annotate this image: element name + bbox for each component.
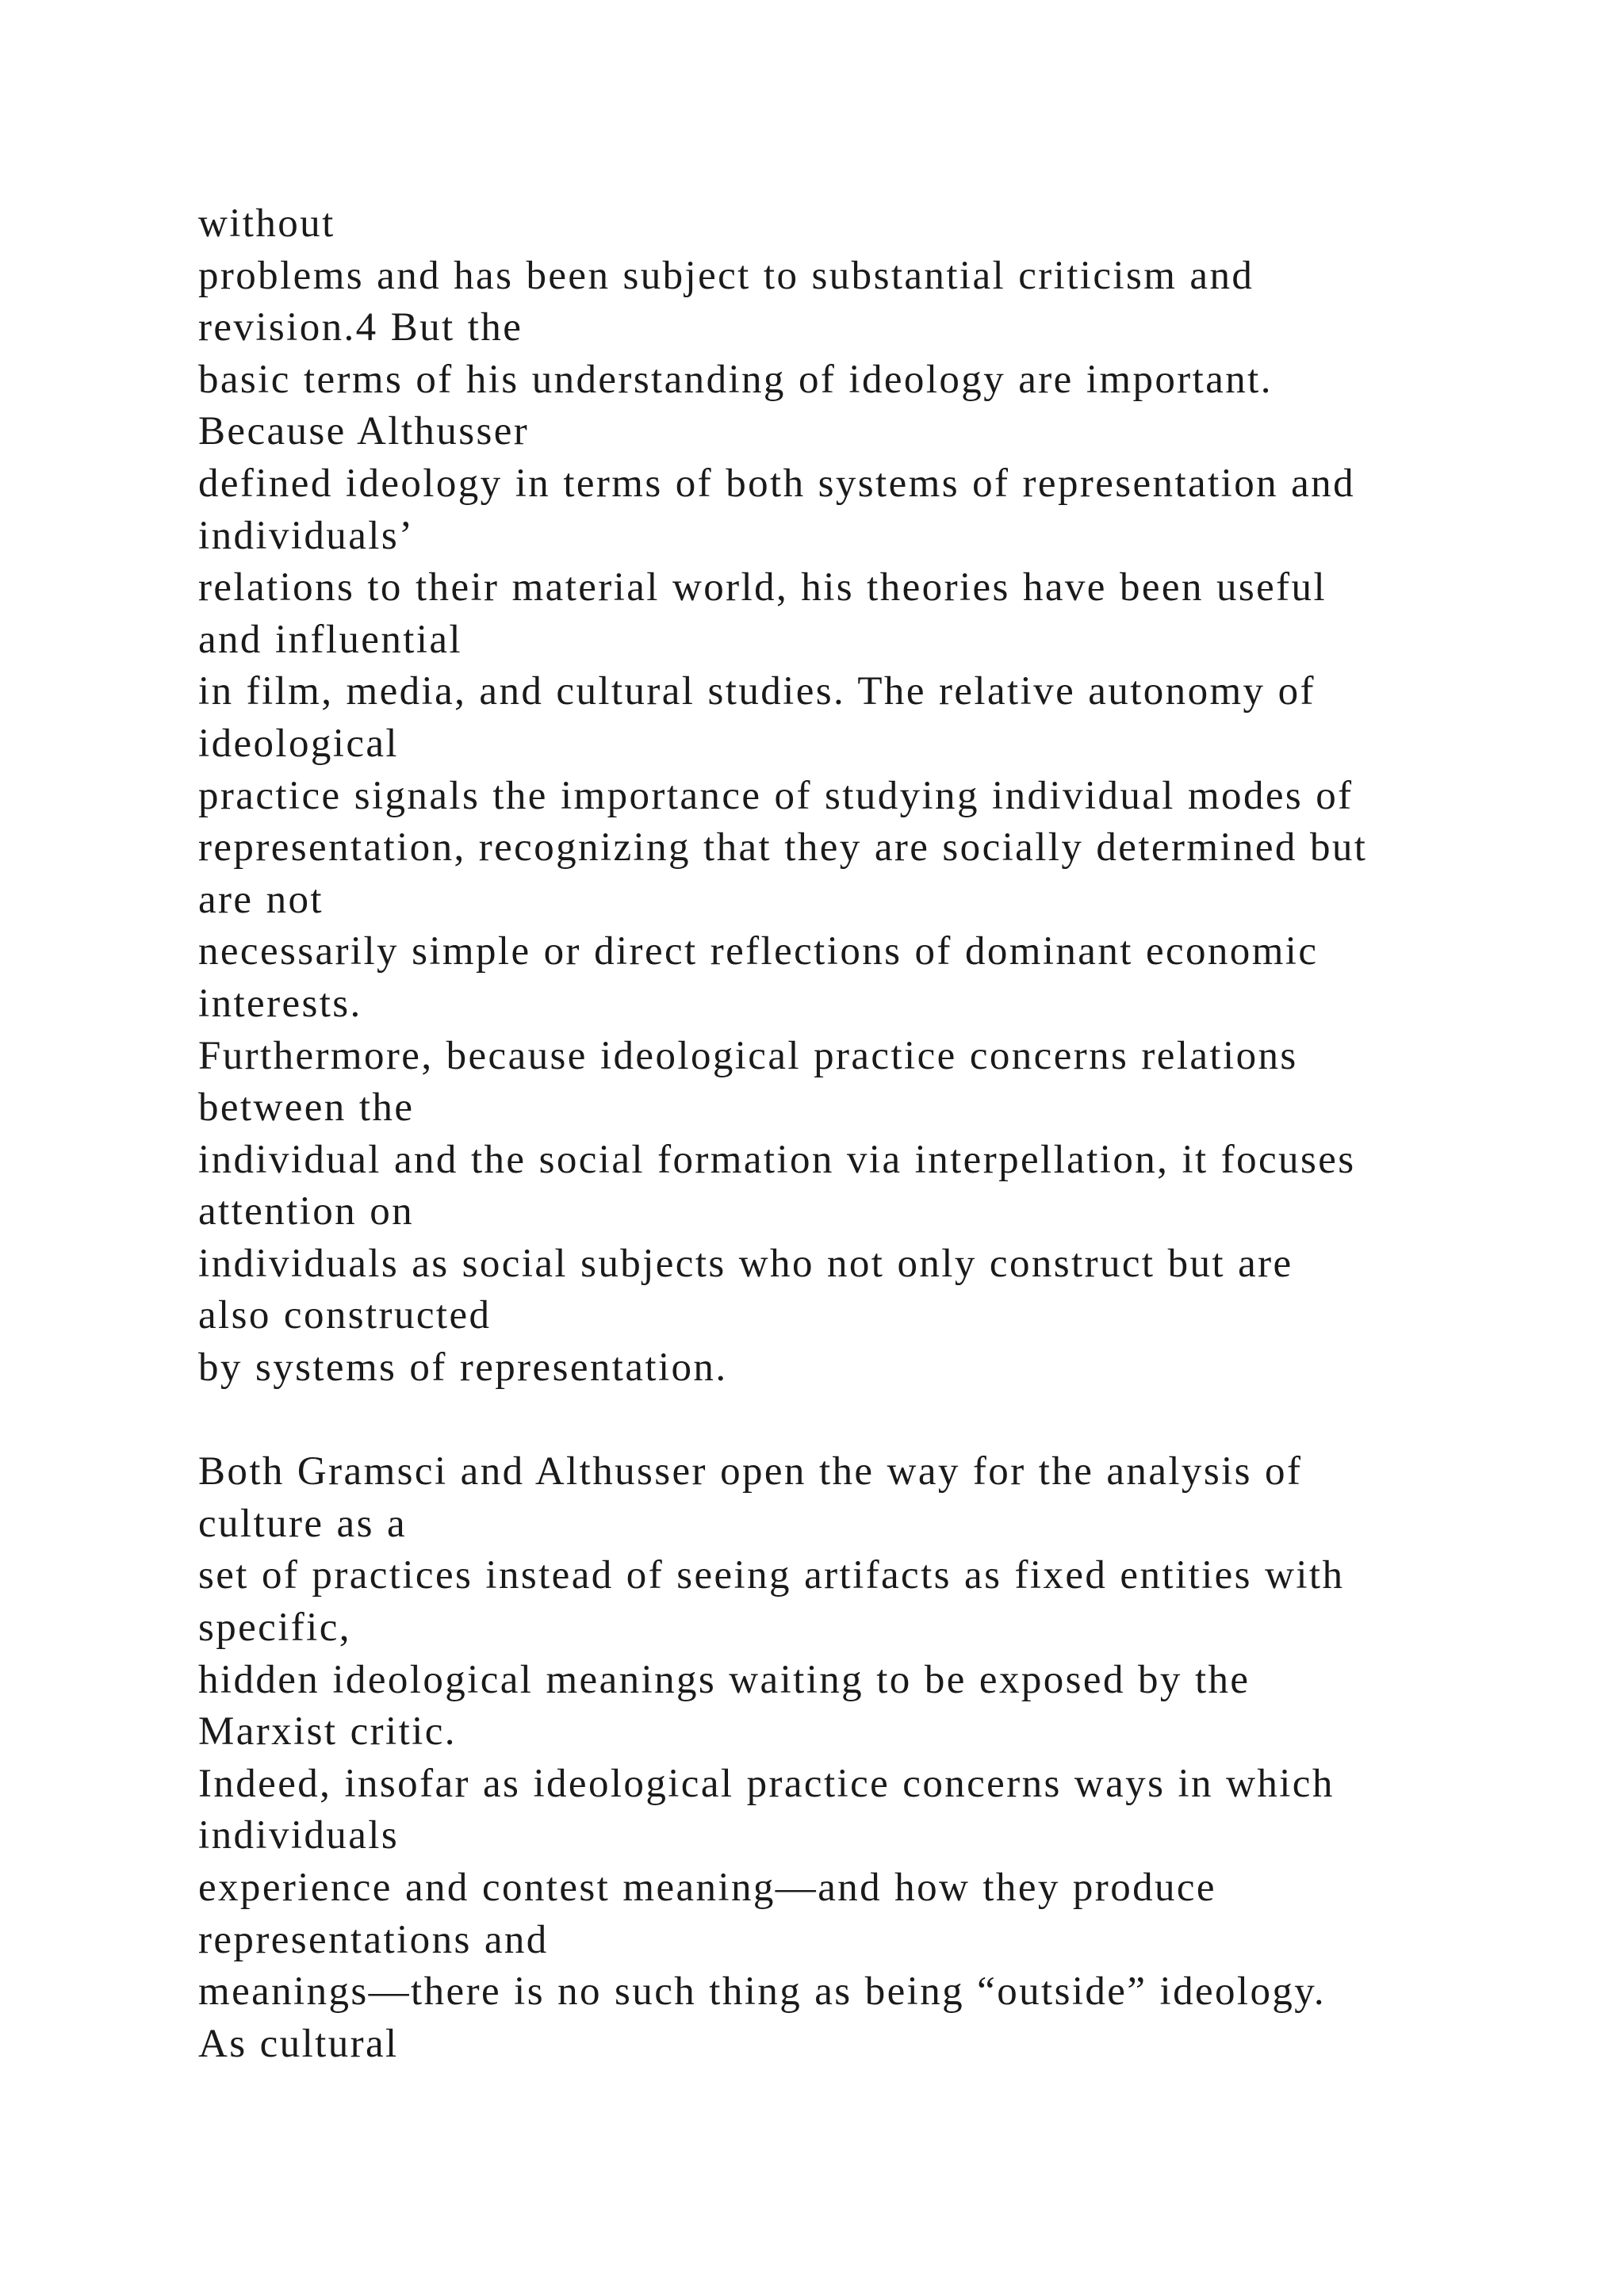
text-line: and influential <box>198 617 462 662</box>
text-line: basic terms of his understanding of ideology are important. <box>198 357 1273 402</box>
text-line: relations to their material world, his theories have been useful <box>198 565 1327 610</box>
paragraph <box>198 198 1546 1395</box>
text-line: problems and has been subject to substantial criticism and <box>198 253 1254 298</box>
text-line: practice signals the importance of studying individual modes of <box>198 773 1354 818</box>
text-line: Because Althusser <box>198 409 530 454</box>
text-line: representations and <box>198 1917 549 1962</box>
text-line: Both Gramsci and Althusser open the way for the analysis of <box>198 1449 1303 1494</box>
paragraph-break <box>198 1395 1546 1447</box>
text-line: revision.4 But the <box>198 305 523 350</box>
text-line: are not <box>198 877 324 922</box>
text-line: Furthermore, because ideological practice concerns relations <box>198 1033 1298 1078</box>
text-line: between the <box>198 1085 415 1131</box>
text-line: necessarily simple or direct reflections of dominant economic <box>198 929 1319 974</box>
text-line: representation, recognizing that they are socially determined but <box>198 825 1368 871</box>
text-line: meanings—there is no such thing as being “outside” ideology. <box>198 1969 1327 2015</box>
text-line: hidden ideological meanings waiting to be exposed by the <box>198 1657 1251 1702</box>
text-line: attention on <box>198 1189 415 1234</box>
text-line: experience and contest meaning—and how they produce <box>198 1866 1216 1910</box>
text-line: individuals <box>198 1813 400 1858</box>
text-line: also constructed <box>198 1293 492 1338</box>
text-line: ideological <box>198 721 399 766</box>
text-line: without <box>198 201 335 246</box>
text-line: culture as a <box>198 1501 408 1546</box>
text-line: in film, media, and cultural studies. The relative autonomy of <box>198 669 1316 714</box>
text-line: Marxist critic. <box>198 1709 457 1755</box>
text-line: specific, <box>198 1605 351 1651</box>
text-line: interests. <box>198 981 362 1026</box>
text-line: individuals as social subjects who not only construct but are <box>198 1241 1293 1286</box>
text-line: by systems of representation. <box>198 1345 728 1391</box>
body-text <box>198 198 1546 2070</box>
text-line: individual and the social formation via interpellation, it focuses <box>198 1137 1356 1182</box>
text-line: defined ideology in terms of both systems of representation and <box>198 461 1355 506</box>
text-line: As cultural <box>198 2021 399 2066</box>
paragraph <box>198 1446 1546 2070</box>
text-line: Indeed, insofar as ideological practice concerns ways in which <box>198 1761 1335 1806</box>
text-line: individuals’ <box>198 513 415 558</box>
text-line: set of practices instead of seeing artifacts as fixed entities with <box>198 1553 1345 1598</box>
